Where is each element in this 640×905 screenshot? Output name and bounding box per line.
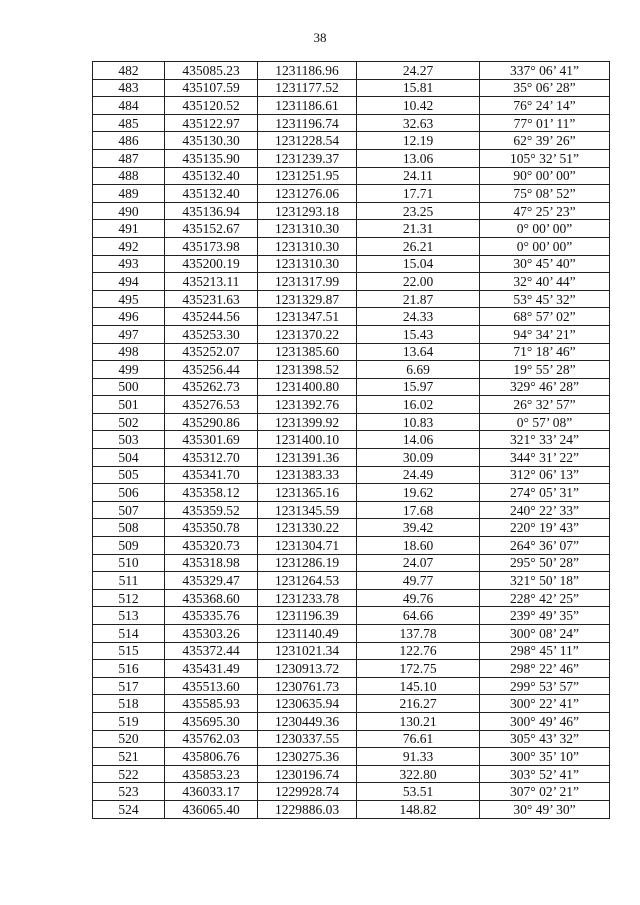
table-row: [93, 484, 610, 502]
coordinates-table: [92, 61, 610, 819]
table-row: [93, 519, 610, 537]
point-number-cell: 519: [93, 712, 165, 730]
table-row: [93, 378, 610, 396]
table-row: [93, 783, 610, 801]
table-row: [93, 185, 610, 203]
y-coordinate-cell: 1231310.30: [258, 220, 357, 238]
point-number-cell: 505: [93, 466, 165, 484]
segment-length-cell: 16.02: [357, 396, 480, 414]
y-coordinate-cell: 1231196.74: [258, 114, 357, 132]
page-number: 38: [313, 30, 327, 45]
y-coordinate-cell: 1231264.53: [258, 572, 357, 590]
segment-length-cell: 53.51: [357, 783, 480, 801]
table-row: [93, 343, 610, 361]
y-coordinate-cell: 1231398.52: [258, 361, 357, 379]
segment-length-cell: 10.83: [357, 413, 480, 431]
point-number-cell: 500: [93, 378, 165, 396]
x-coordinate-cell: 435350.78: [165, 519, 258, 537]
table-row: [93, 607, 610, 625]
bearing-angle-cell: 337° 06’ 41”: [480, 62, 610, 80]
table-row: [93, 62, 610, 80]
x-coordinate-cell: 435200.19: [165, 255, 258, 273]
segment-length-cell: 49.76: [357, 589, 480, 607]
point-number-cell: 503: [93, 431, 165, 449]
bearing-angle-cell: 75° 08’ 52”: [480, 185, 610, 203]
x-coordinate-cell: 435695.30: [165, 712, 258, 730]
segment-length-cell: 6.69: [357, 361, 480, 379]
point-number-cell: 504: [93, 449, 165, 467]
bearing-angle-cell: 305° 43’ 32”: [480, 730, 610, 748]
x-coordinate-cell: 435359.52: [165, 501, 258, 519]
segment-length-cell: 10.42: [357, 97, 480, 115]
segment-length-cell: 130.21: [357, 712, 480, 730]
x-coordinate-cell: 435585.93: [165, 695, 258, 713]
segment-length-cell: 21.31: [357, 220, 480, 238]
table-row: [93, 325, 610, 343]
point-number-cell: 508: [93, 519, 165, 537]
y-coordinate-cell: 1231228.54: [258, 132, 357, 150]
y-coordinate-cell: 1231383.33: [258, 466, 357, 484]
point-number-cell: 492: [93, 237, 165, 255]
segment-length-cell: 17.68: [357, 501, 480, 519]
point-number-cell: 497: [93, 325, 165, 343]
table-row: [93, 413, 610, 431]
x-coordinate-cell: 435329.47: [165, 572, 258, 590]
point-number-cell: 495: [93, 290, 165, 308]
table-row: [93, 642, 610, 660]
x-coordinate-cell: 435368.60: [165, 589, 258, 607]
table-row: [93, 572, 610, 590]
segment-length-cell: 21.87: [357, 290, 480, 308]
x-coordinate-cell: 435276.53: [165, 396, 258, 414]
segment-length-cell: 15.81: [357, 79, 480, 97]
point-number-cell: 514: [93, 625, 165, 643]
x-coordinate-cell: 435303.26: [165, 625, 258, 643]
y-coordinate-cell: 1231186.96: [258, 62, 357, 80]
y-coordinate-cell: 1229886.03: [258, 800, 357, 818]
point-number-cell: 489: [93, 185, 165, 203]
y-coordinate-cell: 1230635.94: [258, 695, 357, 713]
x-coordinate-cell: 435213.11: [165, 273, 258, 291]
point-number-cell: 522: [93, 765, 165, 783]
bearing-angle-cell: 344° 31’ 22”: [480, 449, 610, 467]
x-coordinate-cell: 435762.03: [165, 730, 258, 748]
y-coordinate-cell: 1231140.49: [258, 625, 357, 643]
table-row: [93, 660, 610, 678]
y-coordinate-cell: 1230337.55: [258, 730, 357, 748]
x-coordinate-cell: 435253.30: [165, 325, 258, 343]
bearing-angle-cell: 53° 45’ 32”: [480, 290, 610, 308]
segment-length-cell: 216.27: [357, 695, 480, 713]
point-number-cell: 487: [93, 149, 165, 167]
segment-length-cell: 13.06: [357, 149, 480, 167]
bearing-angle-cell: 329° 46’ 28”: [480, 378, 610, 396]
y-coordinate-cell: 1231370.22: [258, 325, 357, 343]
y-coordinate-cell: 1230275.36: [258, 748, 357, 766]
table-row: [93, 202, 610, 220]
point-number-cell: 501: [93, 396, 165, 414]
segment-length-cell: 24.49: [357, 466, 480, 484]
x-coordinate-cell: 435256.44: [165, 361, 258, 379]
table-row: [93, 800, 610, 818]
x-coordinate-cell: 435152.67: [165, 220, 258, 238]
y-coordinate-cell: 1231304.71: [258, 537, 357, 555]
segment-length-cell: 26.21: [357, 237, 480, 255]
y-coordinate-cell: 1231310.30: [258, 237, 357, 255]
y-coordinate-cell: 1231400.80: [258, 378, 357, 396]
bearing-angle-cell: 298° 45’ 11”: [480, 642, 610, 660]
table-row: [93, 466, 610, 484]
bearing-angle-cell: 94° 34’ 21”: [480, 325, 610, 343]
y-coordinate-cell: 1231239.37: [258, 149, 357, 167]
x-coordinate-cell: 435806.76: [165, 748, 258, 766]
point-number-cell: 499: [93, 361, 165, 379]
point-number-cell: 511: [93, 572, 165, 590]
y-coordinate-cell: 1231196.39: [258, 607, 357, 625]
point-number-cell: 484: [93, 97, 165, 115]
bearing-angle-cell: 240° 22’ 33”: [480, 501, 610, 519]
point-number-cell: 516: [93, 660, 165, 678]
y-coordinate-cell: 1231330.22: [258, 519, 357, 537]
segment-length-cell: 145.10: [357, 677, 480, 695]
bearing-angle-cell: 220° 19’ 43”: [480, 519, 610, 537]
x-coordinate-cell: 435252.07: [165, 343, 258, 361]
segment-length-cell: 13.64: [357, 343, 480, 361]
segment-length-cell: 32.63: [357, 114, 480, 132]
bearing-angle-cell: 307° 02’ 21”: [480, 783, 610, 801]
point-number-cell: 517: [93, 677, 165, 695]
bearing-angle-cell: 239° 49’ 35”: [480, 607, 610, 625]
point-number-cell: 507: [93, 501, 165, 519]
table-row: [93, 730, 610, 748]
y-coordinate-cell: 1231233.78: [258, 589, 357, 607]
x-coordinate-cell: 435318.98: [165, 554, 258, 572]
x-coordinate-cell: 435136.94: [165, 202, 258, 220]
y-coordinate-cell: 1231399.92: [258, 413, 357, 431]
bearing-angle-cell: 303° 52’ 41”: [480, 765, 610, 783]
coordinates-table-body: [93, 62, 610, 819]
x-coordinate-cell: 435173.98: [165, 237, 258, 255]
x-coordinate-cell: 435130.30: [165, 132, 258, 150]
table-row: [93, 765, 610, 783]
point-number-cell: 485: [93, 114, 165, 132]
segment-length-cell: 30.09: [357, 449, 480, 467]
y-coordinate-cell: 1230913.72: [258, 660, 357, 678]
point-number-cell: 520: [93, 730, 165, 748]
bearing-angle-cell: 0° 00’ 00”: [480, 220, 610, 238]
segment-length-cell: 24.07: [357, 554, 480, 572]
point-number-cell: 513: [93, 607, 165, 625]
segment-length-cell: 172.75: [357, 660, 480, 678]
segment-length-cell: 148.82: [357, 800, 480, 818]
bearing-angle-cell: 76° 24’ 14”: [480, 97, 610, 115]
table-row: [93, 273, 610, 291]
y-coordinate-cell: 1231317.99: [258, 273, 357, 291]
table-row: [93, 677, 610, 695]
point-number-cell: 521: [93, 748, 165, 766]
table-row: [93, 114, 610, 132]
segment-length-cell: 23.25: [357, 202, 480, 220]
y-coordinate-cell: 1231345.59: [258, 501, 357, 519]
table-row: [93, 589, 610, 607]
x-coordinate-cell: 435431.49: [165, 660, 258, 678]
segment-length-cell: 18.60: [357, 537, 480, 555]
segment-length-cell: 19.62: [357, 484, 480, 502]
table-row: [93, 220, 610, 238]
bearing-angle-cell: 77° 01’ 11”: [480, 114, 610, 132]
x-coordinate-cell: 435244.56: [165, 308, 258, 326]
bearing-angle-cell: 312° 06’ 13”: [480, 466, 610, 484]
bearing-angle-cell: 105° 32’ 51”: [480, 149, 610, 167]
y-coordinate-cell: 1231177.52: [258, 79, 357, 97]
segment-length-cell: 22.00: [357, 273, 480, 291]
table-row: [93, 132, 610, 150]
segment-length-cell: 39.42: [357, 519, 480, 537]
point-number-cell: 512: [93, 589, 165, 607]
x-coordinate-cell: 435120.52: [165, 97, 258, 115]
y-coordinate-cell: 1231293.18: [258, 202, 357, 220]
x-coordinate-cell: 435853.23: [165, 765, 258, 783]
table-row: [93, 361, 610, 379]
segment-length-cell: 49.77: [357, 572, 480, 590]
segment-length-cell: 137.78: [357, 625, 480, 643]
table-row: [93, 290, 610, 308]
table-row: [93, 554, 610, 572]
bearing-angle-cell: 62° 39’ 26”: [480, 132, 610, 150]
y-coordinate-cell: 1231286.19: [258, 554, 357, 572]
bearing-angle-cell: 300° 22’ 41”: [480, 695, 610, 713]
table-row: [93, 625, 610, 643]
bearing-angle-cell: 47° 25’ 23”: [480, 202, 610, 220]
bearing-angle-cell: 295° 50’ 28”: [480, 554, 610, 572]
y-coordinate-cell: 1231392.76: [258, 396, 357, 414]
point-number-cell: 490: [93, 202, 165, 220]
bearing-angle-cell: 300° 49’ 46”: [480, 712, 610, 730]
point-number-cell: 494: [93, 273, 165, 291]
bearing-angle-cell: 0° 00’ 00”: [480, 237, 610, 255]
bearing-angle-cell: 35° 06’ 28”: [480, 79, 610, 97]
y-coordinate-cell: 1231186.61: [258, 97, 357, 115]
point-number-cell: 498: [93, 343, 165, 361]
table-row: [93, 97, 610, 115]
segment-length-cell: 24.11: [357, 167, 480, 185]
x-coordinate-cell: 435372.44: [165, 642, 258, 660]
segment-length-cell: 12.19: [357, 132, 480, 150]
table-row: [93, 712, 610, 730]
table-row: [93, 501, 610, 519]
x-coordinate-cell: 435341.70: [165, 466, 258, 484]
y-coordinate-cell: 1231347.51: [258, 308, 357, 326]
x-coordinate-cell: 435312.70: [165, 449, 258, 467]
y-coordinate-cell: 1231391.36: [258, 449, 357, 467]
table-row: [93, 255, 610, 273]
bearing-angle-cell: 321° 33’ 24”: [480, 431, 610, 449]
table-row: [93, 695, 610, 713]
x-coordinate-cell: 435262.73: [165, 378, 258, 396]
y-coordinate-cell: 1231251.95: [258, 167, 357, 185]
segment-length-cell: 24.27: [357, 62, 480, 80]
x-coordinate-cell: 435513.60: [165, 677, 258, 695]
bearing-angle-cell: 71° 18’ 46”: [480, 343, 610, 361]
table-row: [93, 396, 610, 414]
x-coordinate-cell: 435122.97: [165, 114, 258, 132]
table-row: [93, 167, 610, 185]
x-coordinate-cell: 436065.40: [165, 800, 258, 818]
bearing-angle-cell: 264° 36’ 07”: [480, 537, 610, 555]
segment-length-cell: 24.33: [357, 308, 480, 326]
y-coordinate-cell: 1231310.30: [258, 255, 357, 273]
bearing-angle-cell: 30° 49’ 30”: [480, 800, 610, 818]
bearing-angle-cell: 228° 42’ 25”: [480, 589, 610, 607]
x-coordinate-cell: 435085.23: [165, 62, 258, 80]
segment-length-cell: 14.06: [357, 431, 480, 449]
point-number-cell: 509: [93, 537, 165, 555]
bearing-angle-cell: 30° 45’ 40”: [480, 255, 610, 273]
table-row: [93, 308, 610, 326]
bearing-angle-cell: 32° 40’ 44”: [480, 273, 610, 291]
point-number-cell: 524: [93, 800, 165, 818]
bearing-angle-cell: 0° 57’ 08”: [480, 413, 610, 431]
x-coordinate-cell: 435107.59: [165, 79, 258, 97]
y-coordinate-cell: 1231385.60: [258, 343, 357, 361]
bearing-angle-cell: 19° 55’ 28”: [480, 361, 610, 379]
x-coordinate-cell: 435358.12: [165, 484, 258, 502]
table-row: [93, 449, 610, 467]
y-coordinate-cell: 1230761.73: [258, 677, 357, 695]
point-number-cell: 523: [93, 783, 165, 801]
x-coordinate-cell: 435335.76: [165, 607, 258, 625]
bearing-angle-cell: 300° 35’ 10”: [480, 748, 610, 766]
y-coordinate-cell: 1231400.10: [258, 431, 357, 449]
y-coordinate-cell: 1231365.16: [258, 484, 357, 502]
y-coordinate-cell: 1231329.87: [258, 290, 357, 308]
x-coordinate-cell: 435301.69: [165, 431, 258, 449]
segment-length-cell: 15.04: [357, 255, 480, 273]
segment-length-cell: 76.61: [357, 730, 480, 748]
point-number-cell: 482: [93, 62, 165, 80]
point-number-cell: 506: [93, 484, 165, 502]
bearing-angle-cell: 90° 00’ 00”: [480, 167, 610, 185]
segment-length-cell: 322.80: [357, 765, 480, 783]
y-coordinate-cell: 1231021.34: [258, 642, 357, 660]
point-number-cell: 502: [93, 413, 165, 431]
bearing-angle-cell: 298° 22’ 46”: [480, 660, 610, 678]
point-number-cell: 483: [93, 79, 165, 97]
segment-length-cell: 91.33: [357, 748, 480, 766]
bearing-angle-cell: 299° 53’ 57”: [480, 677, 610, 695]
point-number-cell: 486: [93, 132, 165, 150]
y-coordinate-cell: 1230196.74: [258, 765, 357, 783]
table-row: [93, 149, 610, 167]
bearing-angle-cell: 300° 08’ 24”: [480, 625, 610, 643]
point-number-cell: 510: [93, 554, 165, 572]
bearing-angle-cell: 274° 05’ 31”: [480, 484, 610, 502]
y-coordinate-cell: 1230449.36: [258, 712, 357, 730]
x-coordinate-cell: 435132.40: [165, 167, 258, 185]
point-number-cell: 488: [93, 167, 165, 185]
bearing-angle-cell: 68° 57’ 02”: [480, 308, 610, 326]
x-coordinate-cell: 435320.73: [165, 537, 258, 555]
point-number-cell: 518: [93, 695, 165, 713]
segment-length-cell: 17.71: [357, 185, 480, 203]
segment-length-cell: 64.66: [357, 607, 480, 625]
table-row: [93, 431, 610, 449]
x-coordinate-cell: 435290.86: [165, 413, 258, 431]
bearing-angle-cell: 26° 32’ 57”: [480, 396, 610, 414]
y-coordinate-cell: 1231276.06: [258, 185, 357, 203]
bearing-angle-cell: 321° 50’ 18”: [480, 572, 610, 590]
segment-length-cell: 15.97: [357, 378, 480, 396]
segment-length-cell: 15.43: [357, 325, 480, 343]
point-number-cell: 515: [93, 642, 165, 660]
point-number-cell: 491: [93, 220, 165, 238]
point-number-cell: 493: [93, 255, 165, 273]
x-coordinate-cell: 435132.40: [165, 185, 258, 203]
x-coordinate-cell: 436033.17: [165, 783, 258, 801]
table-row: [93, 537, 610, 555]
table-row: [93, 748, 610, 766]
y-coordinate-cell: 1229928.74: [258, 783, 357, 801]
segment-length-cell: 122.76: [357, 642, 480, 660]
x-coordinate-cell: 435135.90: [165, 149, 258, 167]
x-coordinate-cell: 435231.63: [165, 290, 258, 308]
point-number-cell: 496: [93, 308, 165, 326]
table-row: [93, 79, 610, 97]
table-row: [93, 237, 610, 255]
